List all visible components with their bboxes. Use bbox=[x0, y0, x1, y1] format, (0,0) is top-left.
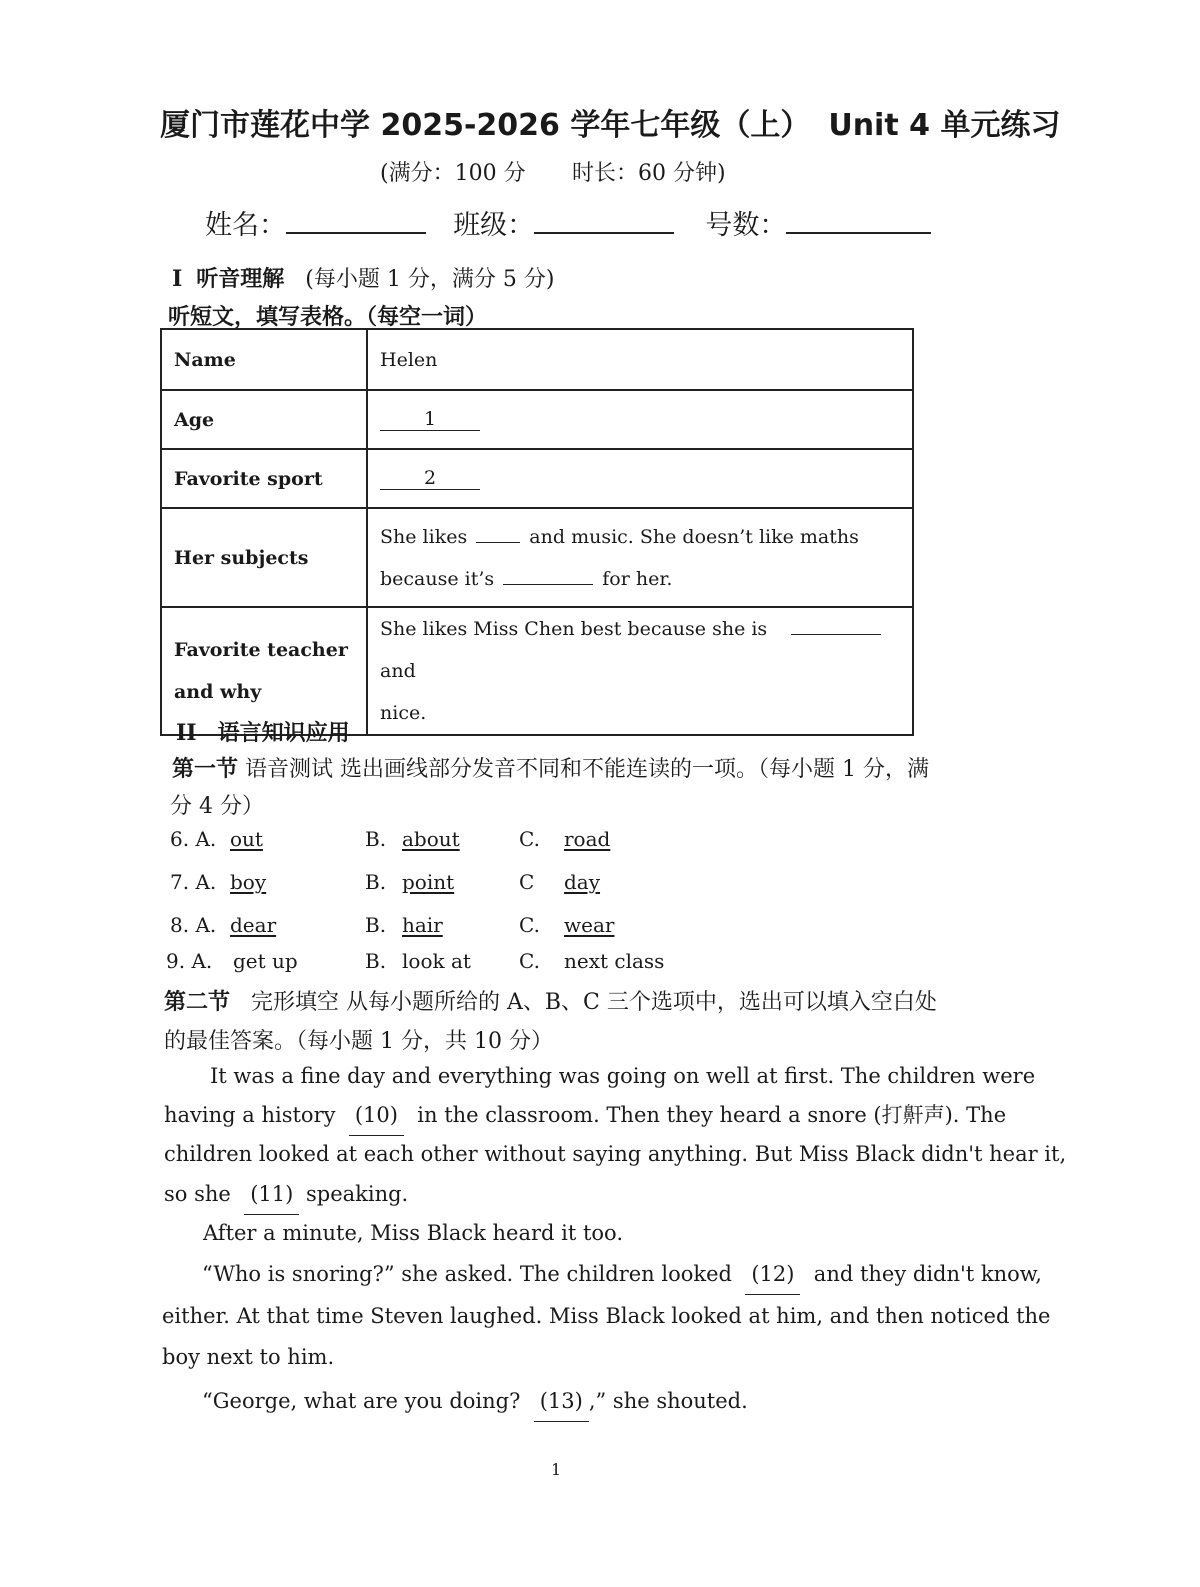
q6-label-c: C. bbox=[519, 827, 540, 851]
passage-line: either. At that time Steven laughed. Miss Black looked at him, and then noticed the bbox=[162, 1304, 1051, 1328]
student-info-line bbox=[205, 203, 931, 242]
page-number: 1 bbox=[551, 1460, 562, 1479]
passage-text: “Who is snoring?” she asked. The children looked bbox=[202, 1262, 732, 1286]
passage-line bbox=[164, 1174, 408, 1215]
q7-option-a[interactable]: boy bbox=[230, 870, 267, 894]
section1-line1 bbox=[172, 752, 929, 783]
name-label: 姓名： bbox=[205, 210, 286, 241]
part1-heading bbox=[172, 262, 554, 293]
teacher-key-a: Favorite teacher bbox=[174, 639, 348, 661]
q7-option-b[interactable]: point bbox=[402, 870, 455, 894]
q8-num: 8. A. bbox=[170, 913, 217, 937]
page-title bbox=[160, 100, 1060, 144]
table-row bbox=[161, 449, 913, 508]
part2-heading bbox=[176, 716, 350, 747]
q8-option-c[interactable]: wear bbox=[564, 913, 615, 937]
q6-option-b[interactable]: about bbox=[402, 827, 460, 851]
passage-text: having a history bbox=[164, 1103, 336, 1127]
blank-10[interactable]: (10) bbox=[349, 1095, 404, 1136]
subjects-text-c: because it’s bbox=[380, 567, 495, 590]
q8-label-b: B. bbox=[365, 913, 387, 937]
subjects-text-a: She likes bbox=[380, 525, 468, 548]
passage-text: so she bbox=[164, 1182, 231, 1206]
passage-line bbox=[202, 1381, 748, 1422]
passage-text: ,” she shouted. bbox=[588, 1389, 748, 1413]
passage-text: and they didn't know, bbox=[813, 1262, 1042, 1286]
q9-label-c: C. bbox=[519, 949, 540, 973]
passage-line: boy next to him. bbox=[162, 1345, 335, 1369]
blank-2[interactable]: 2 bbox=[380, 467, 480, 490]
part2-title: 语言知识应用 bbox=[217, 720, 350, 746]
teacher-key-b: and why bbox=[174, 681, 262, 703]
blank-4[interactable] bbox=[503, 584, 593, 585]
title-tail: 单元练习 bbox=[940, 108, 1061, 143]
passage-line: children looked at each other without saying anything. But Miss Black didn't hear it, bbox=[164, 1142, 1067, 1166]
name-blank[interactable] bbox=[286, 212, 426, 234]
q6-num: 6. A. bbox=[170, 827, 217, 851]
row-name-value: Helen bbox=[367, 329, 913, 390]
q7-num: 7. A. bbox=[170, 870, 217, 894]
part1-title: 听音理解 bbox=[196, 266, 285, 292]
q9-option-c[interactable]: next class bbox=[564, 949, 665, 973]
blank-5[interactable] bbox=[791, 634, 881, 635]
table-row bbox=[161, 329, 913, 390]
blank-11[interactable]: (11) bbox=[244, 1174, 299, 1215]
row-name-key: Name bbox=[161, 329, 367, 390]
class-label: 班级： bbox=[453, 210, 535, 241]
teacher-text-b: and bbox=[380, 660, 416, 682]
listening-table bbox=[160, 328, 914, 736]
row-sport-key: Favorite sport bbox=[161, 449, 367, 508]
q7-option-c[interactable]: day bbox=[564, 870, 601, 894]
teacher-text-c: nice. bbox=[380, 702, 427, 724]
passage-text: in the classroom. Then they heard a snore (打鼾声). The bbox=[417, 1103, 1007, 1127]
section2-text: 完形填空 从每小题所给的 A、B、C 三个选项中，选出可以填入空白处 bbox=[251, 990, 937, 1015]
passage-line: After a minute, Miss Black heard it too. bbox=[203, 1221, 624, 1245]
blank-12[interactable]: (12) bbox=[745, 1254, 800, 1295]
q9-option-a[interactable]: get up bbox=[233, 949, 298, 973]
q8-option-b[interactable]: hair bbox=[402, 913, 443, 937]
number-label: 号数： bbox=[705, 210, 787, 241]
q7-label-c: C bbox=[519, 870, 535, 894]
part1-instruction: 听短文，填写表格。（每空一词） bbox=[168, 304, 488, 330]
table-row bbox=[161, 508, 913, 607]
part2-num: II bbox=[176, 720, 197, 746]
q8-label-c: C. bbox=[519, 913, 540, 937]
table-row bbox=[161, 390, 913, 449]
q6-option-a[interactable]: out bbox=[230, 827, 263, 851]
class-blank[interactable] bbox=[534, 212, 674, 234]
q7-label-b: B. bbox=[365, 870, 387, 894]
passage-line bbox=[164, 1095, 1006, 1136]
section1-line2: 分 4 分） bbox=[170, 794, 264, 819]
part1-note: (每小题 1 分，满分 5 分) bbox=[305, 267, 555, 292]
q6-label-b: B. bbox=[365, 827, 387, 851]
subjects-text-b: and music. She doesn’t like maths bbox=[529, 525, 859, 548]
number-blank[interactable] bbox=[786, 212, 931, 234]
passage-text: “George, what are you doing? bbox=[202, 1389, 521, 1413]
q8-option-a[interactable]: dear bbox=[230, 913, 277, 937]
row-age-key: Age bbox=[161, 390, 367, 449]
q9-num: 9. A. bbox=[166, 949, 213, 973]
passage-text: speaking. bbox=[305, 1182, 409, 1206]
section2-line1 bbox=[164, 985, 937, 1016]
title-cn: 厦门市莲花中学 2025-2026 学年七年级（上） bbox=[160, 108, 811, 143]
q6-option-c[interactable]: road bbox=[564, 827, 611, 851]
q9-option-b[interactable]: look at bbox=[402, 949, 471, 973]
section1-text: 语音测试 选出画线部分发音不同和不能连读的一项。（每小题 1 分，满 bbox=[245, 757, 929, 782]
section2-label: 第二节 bbox=[164, 989, 231, 1015]
blank-1[interactable]: 1 bbox=[380, 408, 480, 431]
section1-label: 第一节 bbox=[172, 756, 239, 782]
passage-line: It was a fine day and everything was going on well at first. The children were bbox=[210, 1064, 1036, 1088]
row-subjects-key: Her subjects bbox=[161, 508, 367, 607]
q9-label-b: B. bbox=[365, 949, 387, 973]
score-info: (满分：100 分 bbox=[380, 161, 526, 186]
subjects-text-d: for her. bbox=[602, 567, 673, 590]
title-unit: Unit 4 bbox=[828, 108, 931, 143]
teacher-text-a: She likes Miss Chen best because she is bbox=[380, 618, 768, 640]
duration-info: 时长：60 分钟) bbox=[572, 161, 726, 186]
part1-num: I bbox=[172, 266, 183, 292]
blank-13[interactable]: (13) bbox=[534, 1381, 589, 1422]
blank-3[interactable] bbox=[476, 542, 520, 543]
section2-line2: 的最佳答案。（每小题 1 分，共 10 分） bbox=[164, 1029, 553, 1054]
passage-line bbox=[202, 1254, 1042, 1295]
